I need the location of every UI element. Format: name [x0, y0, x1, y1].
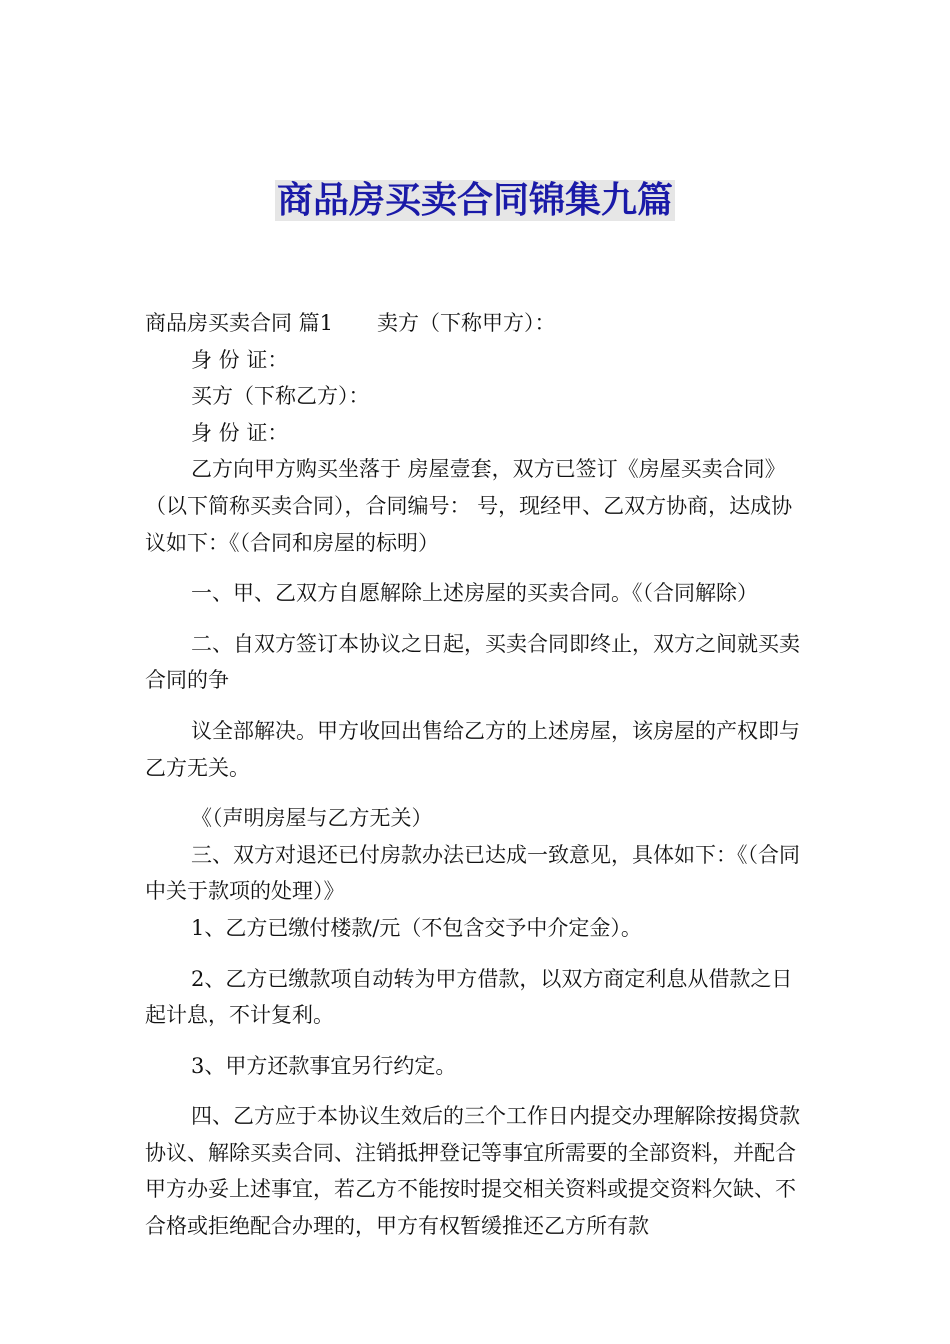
paragraph-clause-2-cont: 议全部解决。甲方收回出售给乙方的上述房屋，该房屋的产权即与乙方无关。: [145, 718, 800, 780]
paragraph-clause-3: 三、双方对退还已付房款办法已达成一致意见，具体如下：《（合同中关于款项的处理）》: [145, 842, 800, 904]
paragraph-item-3: 3、甲方还款事宜另行约定。: [191, 1053, 457, 1078]
paragraph-clause-1: 一、甲、乙双方自愿解除上述房屋的买卖合同。《（合同解除）: [191, 581, 758, 606]
paragraph-clause-4: 四、乙方应于本协议生效后的三个工作日内提交办理解除按揭贷款协议、解除买卖合同、注销抵押登记等事宜所需要的全部资料，并配合甲方办妥上述事宜，若乙方不能按时提交相关资料或提交资料欠缺、不合格或拒绝配合办理的，甲方有权暂缓推还乙方所有款: [145, 1104, 800, 1239]
title-text: 商品房买卖合同锦集九篇: [276, 180, 673, 221]
paragraph-item-1: 1、乙方已缴付楼款/元（不包含交予中介定金）。: [191, 915, 642, 940]
paragraph-note: 《（声明房屋与乙方无关）: [191, 806, 433, 831]
paragraph-clause-2: 二、自双方签订本协议之日起，买卖合同即终止，双方之间就买卖合同的争: [145, 631, 800, 693]
paragraph-item-2: 2、乙方已缴款项自动转为甲方借款，以双方商定利息从借款之日起计息，不计复利。: [145, 966, 793, 1028]
seller-label: 卖方（下称甲方）：: [377, 311, 556, 335]
paragraph-intro: 乙方向甲方购买坐落于 房屋壹套，双方已签订《房屋买卖合同》（以下简称买卖合同），合同编号： 号，现经甲、乙双方协商，达成协议如下：《（合同和房屋的标明）: [145, 457, 793, 555]
paragraph-buyer: 买方（下称乙方）：: [191, 384, 370, 409]
paragraph-seller-id: 身 份 证：: [191, 347, 289, 372]
document-body: [145, 305, 813, 1245]
paragraph-buyer-id: 身 份 证：: [191, 420, 289, 445]
section-label: 商品房买卖合同 篇1: [145, 311, 334, 335]
paragraph-heading: [145, 305, 813, 342]
document-title: [0, 176, 950, 226]
